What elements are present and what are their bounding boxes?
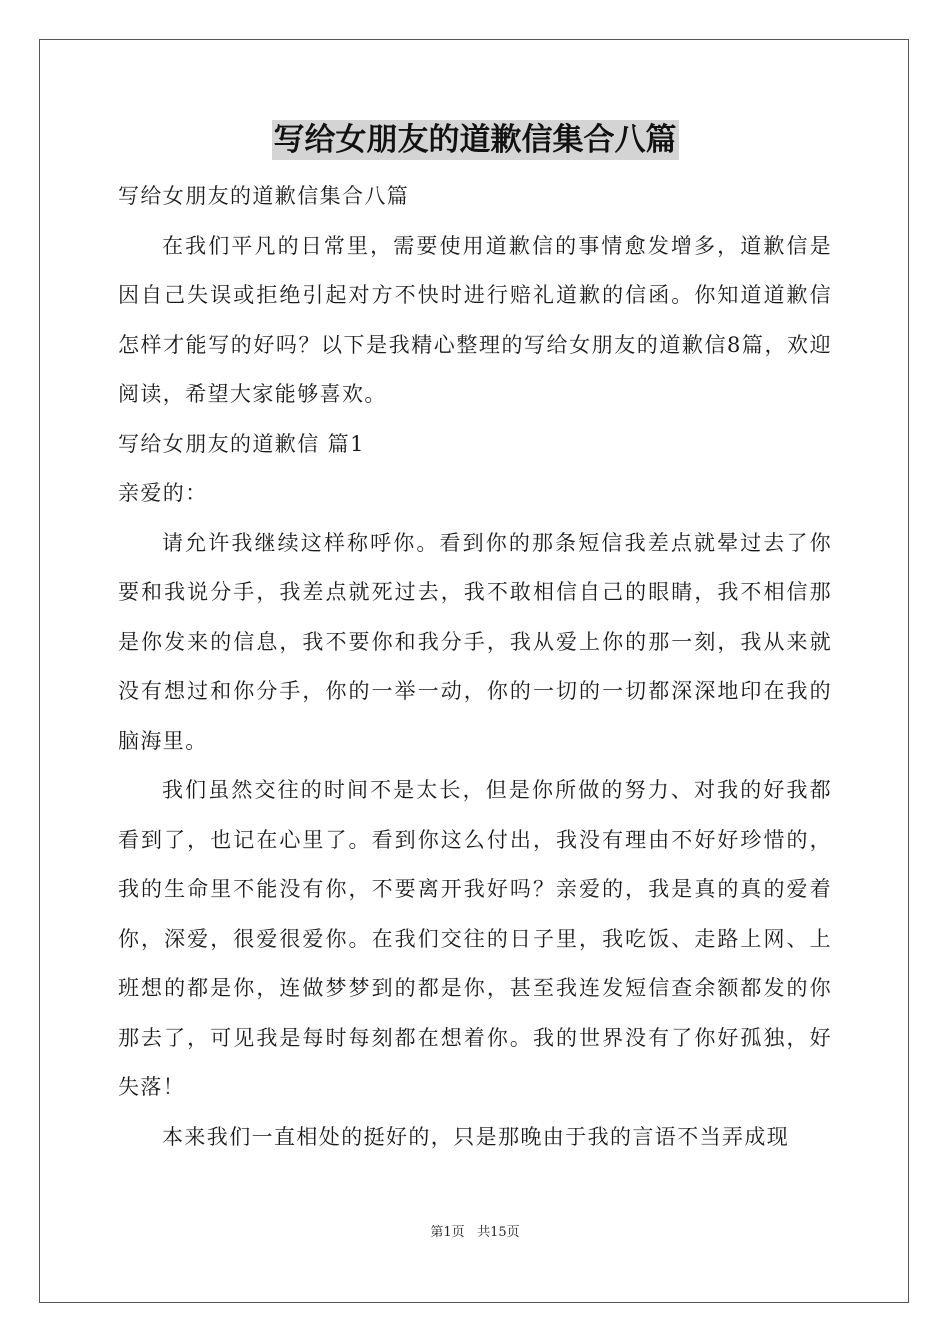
paragraph-subtitle: 写给女朋友的道歉信集合八篇 [118,184,410,208]
page-footer [0,1221,950,1240]
paragraph-body-2: 我们虽然交往的时间不是太长，但是你所做的努力、对我的好我都看到了，也记在心里了。看到你这么付出，我没有理由不好好珍惜的，我的生命里不能没有你，不要离开我好吗？亲爱的，我是真的真的爱着你，深爱，很爱很爱你。在我们交往的日子里，我吃饭、走路上网、上班想的都是你，连做梦梦到的都是你，甚至我连发短信查余额都发的你那去了，可见我是每时每刻都在想着你。我的世界没有了你好孤独，好失落！ [118,778,832,1099]
salutation: 亲爱的： [118,481,208,505]
paragraph-body-1: 请允许我继续这样称呼你。看到你的那条短信我差点就晕过去了你要和我说分手，我差点就死过去，我不敢相信自己的眼睛，我不相信那是你发来的信息，我不要你和我分手，我从爱上你的那一刻，我从来就没有想过和你分手，你的一举一动，你的一切的一切都深深地印在我的脑海里。 [118,530,832,753]
page-total: 共15页 [477,1225,520,1240]
section-heading-1: 写给女朋友的道歉信 篇1 [118,431,365,456]
document-body [118,120,832,1162]
page-title: 写给女朋友的道歉信集合八篇 [273,122,677,158]
title-wrap [118,120,832,160]
paragraph-body-3: 本来我们一直相处的挺好的，只是那晚由于我的言语不当弄成现 [162,1124,790,1149]
paragraph-intro: 在我们平凡的日常里，需要使用道歉信的事情愈发增多，道歉信是因自己失误或拒绝引起对方不快时进行赔礼道歉的信函。你知道道歉信怎样才能写的好吗？以下是我精心整理的写给女朋友的道歉信8篇，欢迎阅读，希望大家能够喜欢。 [118,233,832,406]
page-number: 第1页 [430,1225,465,1240]
